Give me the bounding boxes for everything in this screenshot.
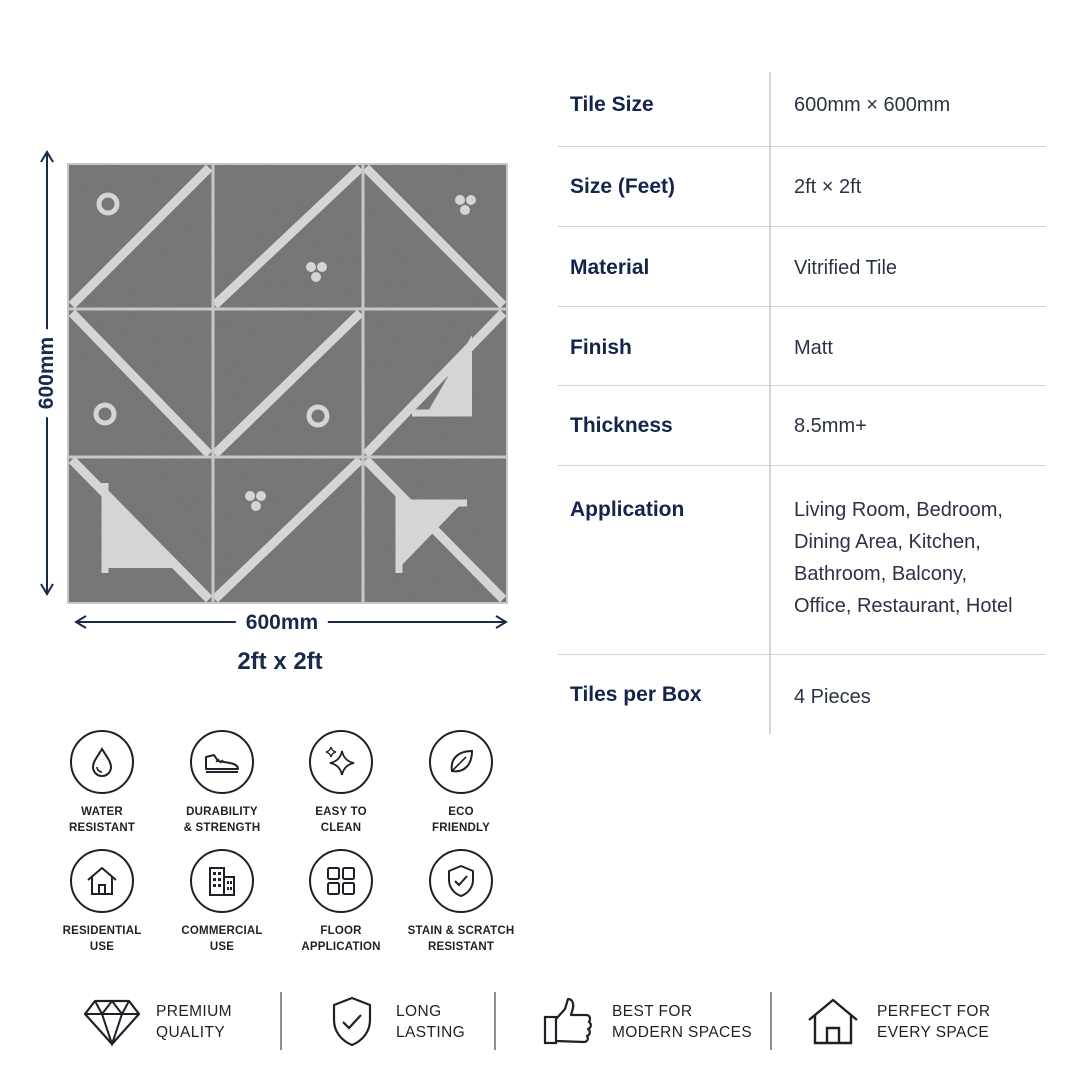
size-caption: 2ft x 2ft [237, 648, 323, 675]
floor-grid-icon [309, 849, 373, 913]
feature-label: DURABILITY & STRENGTH [183, 806, 261, 834]
spec-value: Living Room, Bedroom, Dining Area, Kitchen, Bathroom, Balcony, Office, Restaurant, Hotel [794, 499, 1013, 617]
tile-preview [67, 163, 508, 604]
badge-label: BEST FOR MODERN SPACES [612, 1003, 753, 1041]
spec-value: Vitrified Tile [794, 257, 898, 279]
spec-value: 8.5mm+ [794, 415, 867, 437]
sparkle-icon [309, 730, 373, 794]
feature-label: FLOOR APPLICATION [301, 925, 381, 953]
spec-row-finish [558, 307, 1046, 386]
horizontal-dimension-label: 600mm [236, 611, 328, 635]
feature-commercial-use [162, 849, 282, 955]
badge-long-lasting [322, 990, 465, 1054]
feature-water-resistant [42, 730, 162, 836]
shield-check-icon [429, 849, 493, 913]
spec-label: Tile Size [570, 93, 654, 116]
feature-durability [162, 730, 282, 836]
spec-value: 2ft × 2ft [794, 176, 862, 198]
spec-label: Thickness [570, 414, 673, 437]
feature-residential-use [42, 849, 162, 955]
leaf-icon [429, 730, 493, 794]
spec-row-application [558, 466, 1046, 655]
spec-label: Size (Feet) [570, 175, 676, 198]
house-icon [70, 849, 134, 913]
vertical-dimension-label: 600mm [35, 329, 59, 417]
spec-row-size-feet [558, 147, 1046, 227]
badge-separator [770, 992, 772, 1050]
spec-row-tiles-per-box [558, 655, 1046, 735]
badge-label: PERFECT FOR EVERY SPACE [877, 1003, 991, 1041]
building-icon [190, 849, 254, 913]
feature-floor-application [281, 849, 401, 955]
spec-row-tile-size [558, 66, 1046, 147]
feature-stain-scratch-resistant [401, 849, 521, 955]
badge-perfect-for-every-space [803, 990, 990, 1054]
shoe-icon [190, 730, 254, 794]
spec-row-material [558, 227, 1046, 307]
feature-label: WATER RESISTANT [68, 806, 136, 834]
badge-best-for-modern-spaces [538, 990, 752, 1054]
tile-pattern-image [67, 163, 508, 604]
spec-value: 600mm × 600mm [794, 94, 951, 116]
water-drop-icon [70, 730, 134, 794]
spec-value: 4 Pieces [794, 686, 871, 708]
badge-premium-quality [82, 990, 232, 1054]
thumbs-up-icon [538, 992, 598, 1052]
shield-check-icon [322, 992, 382, 1052]
spec-row-thickness [558, 386, 1046, 466]
house-icon [803, 992, 863, 1052]
feature-label: EASY TO CLEAN [315, 806, 367, 834]
spec-label: Material [570, 256, 650, 279]
badge-separator [494, 992, 496, 1050]
feature-label: STAIN & SCRATCH RESISTANT [407, 925, 515, 953]
spec-label: Tiles per Box [570, 683, 702, 706]
spec-label: Finish [570, 336, 632, 359]
feature-label: RESIDENTIAL USE [62, 925, 142, 953]
spec-value: Matt [794, 337, 833, 359]
badge-separator [280, 992, 282, 1050]
feature-label: COMMERCIAL USE [181, 925, 263, 953]
badge-label: PREMIUM QUALITY [156, 1003, 232, 1041]
feature-eco-friendly [401, 730, 521, 836]
diamond-icon [82, 992, 142, 1052]
feature-label: ECO FRIENDLY [431, 806, 491, 834]
badge-label: LONG LASTING [396, 1003, 466, 1041]
feature-easy-to-clean [281, 730, 401, 836]
spec-label: Application [570, 498, 685, 521]
